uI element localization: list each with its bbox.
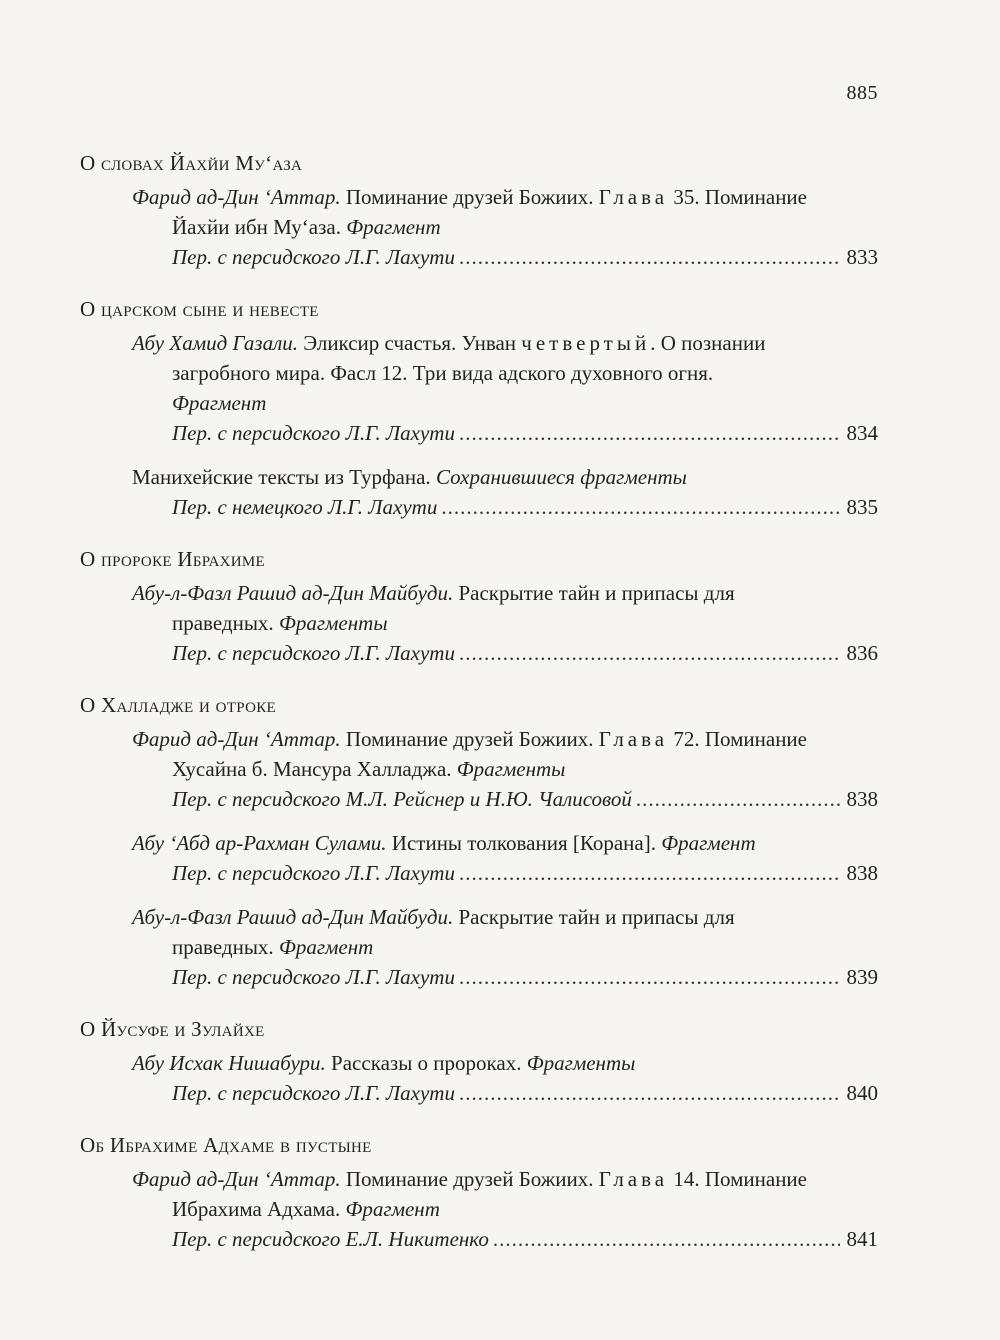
- toc-entry: [80, 1048, 878, 1108]
- toc-section: [80, 294, 878, 522]
- entry-work: Раскрытие тайн и припасы для праведных.: [172, 581, 735, 635]
- translator-line: [80, 1078, 878, 1108]
- entry-description: [80, 828, 878, 858]
- toc-section: [80, 690, 878, 992]
- page-reference: 836: [846, 641, 878, 665]
- entry-author: Абу Хамид Газали.: [132, 331, 298, 355]
- translator-credit: Пер. с персидского Л.Г. Лахути: [172, 965, 455, 989]
- page-reference: 834: [846, 421, 878, 445]
- page-reference: 840: [846, 1081, 878, 1105]
- toc-entry: [80, 578, 878, 668]
- entry-fragment-note: Сохранившиеся фрагменты: [435, 465, 687, 489]
- entry-chapter-word: Глава: [598, 185, 669, 209]
- entry-chapter-word: четвертый: [521, 331, 651, 355]
- section-title: Об Ибрахиме Адхаме в пустыне: [80, 1133, 372, 1157]
- entry-author: Фарид ад-Дин ‘Аттар.: [132, 185, 341, 209]
- dot-leader: [459, 418, 840, 448]
- entry-author: Абу-л-Фазл Рашид ад-Дин Майбуди.: [132, 581, 454, 605]
- toc-entry: [80, 1164, 878, 1254]
- entry-fragment-note: Фрагменты: [456, 757, 566, 781]
- section-title: О Халладже и отроке: [80, 693, 276, 717]
- dot-leader: [441, 492, 840, 522]
- translator-line: [80, 962, 878, 992]
- toc-section: [80, 544, 878, 668]
- entry-fragment-note: Фрагмент: [345, 1197, 440, 1221]
- entry-author: Абу Исхак Нишабури.: [132, 1051, 326, 1075]
- entry-details: 35. Поминание Йахйи ибн Му‘аза.: [172, 185, 807, 239]
- translator-credit: Пер. с персидского Е.Л. Никитенко: [172, 1227, 489, 1251]
- dot-leader: [459, 638, 840, 668]
- dot-leader: [459, 962, 840, 992]
- entry-work: Истины толкования [Корана].: [386, 831, 662, 855]
- translator-line: [80, 858, 878, 888]
- toc-entry: [80, 828, 878, 888]
- translator-credit: Пер. с немецкого Л.Г. Лахути: [172, 495, 438, 519]
- toc-section: [80, 1130, 878, 1254]
- dot-leader: [459, 1078, 840, 1108]
- entry-description: [80, 182, 878, 242]
- page-reference: 835: [846, 495, 878, 519]
- section-title: О словах Йахйи Му‘аза: [80, 151, 303, 175]
- entry-description: [80, 1048, 878, 1078]
- entry-fragment-note: Фрагменты: [278, 611, 388, 635]
- entry-fragment-note: Фрагмент: [346, 215, 441, 239]
- entry-description: [80, 1164, 878, 1224]
- entry-work: Поминание друзей Божиих.: [340, 727, 599, 751]
- section-title: О пророке Ибрахиме: [80, 547, 265, 571]
- toc-entry: [80, 724, 878, 814]
- translator-credit: Пер. с персидского Л.Г. Лахути: [172, 1081, 455, 1105]
- toc-section: [80, 1014, 878, 1108]
- entry-work: Эликсир счастья. Унван: [298, 331, 522, 355]
- translator-line: [80, 784, 878, 814]
- entry-author: Фарид ад-Дин ‘Аттар.: [132, 1167, 341, 1191]
- page-reference: 841: [846, 1227, 878, 1251]
- entry-fragment-note: Фрагмент: [278, 935, 374, 959]
- page-reference: 839: [846, 965, 878, 989]
- page-number: 885: [846, 82, 878, 104]
- entry-work: Поминание друзей Божиих.: [340, 185, 599, 209]
- entry-details: . О познании загробного мира. Фасл 12. Три вида адского духовного огня.: [172, 331, 766, 385]
- dot-leader: [493, 1224, 840, 1254]
- entry-work: Раскрытие тайн и припасы для праведных.: [172, 905, 735, 959]
- entry-work: Рассказы о пророках.: [325, 1051, 527, 1075]
- toc-entry: [80, 462, 878, 522]
- translator-credit: Пер. с персидского Л.Г. Лахути: [172, 641, 455, 665]
- entry-fragment-note: Фрагмент: [661, 831, 756, 855]
- translator-line: [80, 638, 878, 668]
- translator-line: [80, 1224, 878, 1254]
- toc-entry: [80, 902, 878, 992]
- entry-author: Фарид ад-Дин ‘Аттар.: [132, 727, 341, 751]
- translator-credit: Пер. с персидского Л.Г. Лахути: [172, 861, 455, 885]
- toc-section: [80, 148, 878, 272]
- entry-chapter-word: Глава: [598, 727, 669, 751]
- translator-line: [80, 418, 878, 448]
- entry-description: [80, 724, 878, 784]
- dot-leader: [459, 242, 840, 272]
- dot-leader: [459, 858, 840, 888]
- entry-work: Манихейские тексты из Турфана.: [132, 465, 436, 489]
- entry-details: 72. Поминание Хусайна б. Мансура Халладжа.: [172, 727, 807, 781]
- dot-leader: [636, 784, 840, 814]
- translator-line: [80, 492, 878, 522]
- page-reference: 838: [846, 787, 878, 811]
- entry-details: 14. Поминание Ибрахима Адхама.: [172, 1167, 807, 1221]
- entry-work: Поминание друзей Божиих.: [340, 1167, 599, 1191]
- page-reference: 833: [846, 245, 878, 269]
- translator-line: [80, 242, 878, 272]
- entry-description: [80, 902, 878, 962]
- section-title: О царском сыне и невесте: [80, 297, 319, 321]
- translator-credit: Пер. с персидского М.Л. Рейснер и Н.Ю. Чалисовой: [172, 787, 632, 811]
- entry-description: [80, 578, 878, 638]
- page-reference: 838: [846, 861, 878, 885]
- entry-fragment-note: Фрагмент: [172, 391, 267, 415]
- toc-entry: [80, 182, 878, 272]
- translator-credit: Пер. с персидского Л.Г. Лахути: [172, 421, 455, 445]
- entry-description: [80, 462, 878, 492]
- entry-fragment-note: Фрагменты: [526, 1051, 636, 1075]
- entry-chapter-word: Глава: [598, 1167, 669, 1191]
- entry-author: Абу-л-Фазл Рашид ад-Дин Майбуди.: [132, 905, 454, 929]
- translator-credit: Пер. с персидского Л.Г. Лахути: [172, 245, 455, 269]
- toc-entry: [80, 328, 878, 448]
- section-title: О Йусуфе и Зулайхе: [80, 1017, 265, 1041]
- table-of-contents: [80, 148, 878, 1276]
- entry-author: Абу ‘Абд ар-Рахман Сулами.: [132, 831, 387, 855]
- entry-description: [80, 328, 878, 418]
